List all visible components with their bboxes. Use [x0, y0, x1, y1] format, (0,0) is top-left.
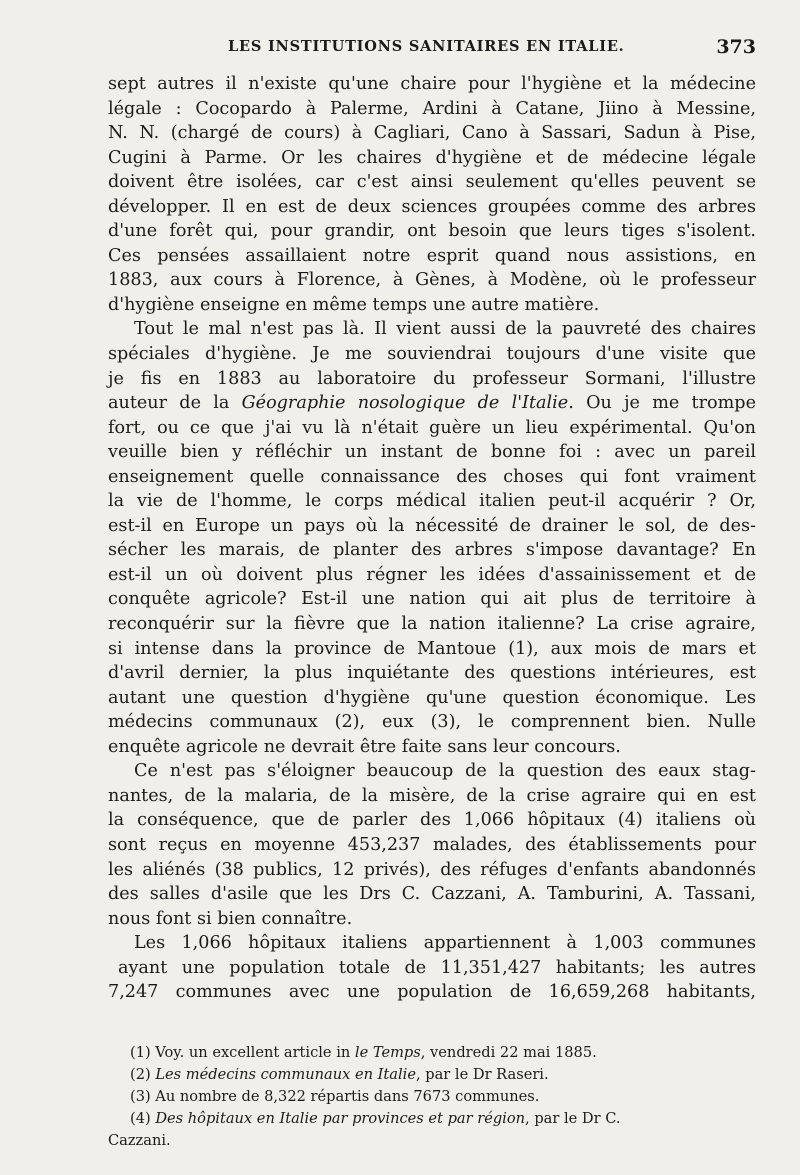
page-header: [108, 36, 756, 62]
text-line: Cugini à Parme. Or les chaires d'hygiène et de médecine légale: [108, 147, 756, 168]
text-line: développer. Il en est de deux sciences groupées comme des arbres: [108, 196, 756, 217]
text-line: Tout le mal n'est pas là. Il vient aussi de la pauvreté des chaires: [134, 319, 756, 340]
body-text: [108, 72, 756, 1005]
text-line: nantes, de la malaria, de la misère, de la crise agraire qui en est: [108, 785, 756, 806]
text-line: enquête agricole ne devrait être faite sans leur concours.: [108, 736, 621, 757]
footnote-divider: [108, 1033, 198, 1034]
text-line: les aliénés (38 publics, 12 privés), des réfuges d'enfants abandonnés: [108, 859, 756, 880]
running-title: LES INSTITUTIONS SANITAIRES EN ITALIE.: [228, 38, 625, 55]
text-line: 7,247 communes avec une population de 16,659,268 habitants,: [108, 982, 756, 1003]
text-line: légale : Cocopardo à Palerme, Ardini à Catane, Jiino à Messine,: [108, 98, 756, 119]
text-line: je fis en 1883 au laboratoire du professeur Sormani, l'illustre: [108, 368, 756, 389]
text-line: autant une question d'hygiène qu'une question économique. Les: [108, 687, 756, 708]
text-line: médecins communaux (2), eux (3), le comprennent bien. Nulle: [108, 712, 756, 733]
footnote-text: (1) Voy. un excellent article in: [130, 1044, 355, 1061]
text-line: reconquérir sur la fièvre que la nation italienne? La crise agraire,: [108, 614, 756, 635]
text-line: ayant une population totale de 11,351,427 habitants; les autres: [118, 957, 756, 978]
text-line: doivent être isolées, car c'est ainsi seulement qu'elles peuvent se: [108, 172, 756, 193]
footnote-text: (4): [130, 1110, 156, 1127]
text-segment: auteur de la: [108, 393, 242, 414]
text-line: N. N. (chargé de cours) à Cagliari, Cano à Sassari, Sadun à Pise,: [108, 123, 756, 144]
footnote-italic: Les médecins communaux en Italie: [155, 1066, 416, 1083]
footnote-text: , vendredi 22 mai 1885.: [420, 1044, 597, 1061]
text-segment: . Ou je me trompe: [568, 393, 756, 414]
text-line: d'hygiène enseigne en même temps une autre matière.: [108, 294, 600, 315]
text-line: d'une forêt qui, pour grandir, ont besoin que leurs tiges s'isolent.: [108, 221, 756, 242]
footnote-italic: le Temps: [354, 1044, 421, 1061]
footnote-text: Cazzani.: [108, 1132, 171, 1149]
footnote-line: [108, 1108, 756, 1130]
text-line: Ces pensées assaillaient notre esprit quand nous assistions, en: [108, 245, 756, 266]
text-line: conquête agricole? Est-il une nation qui ait plus de territoire à: [108, 589, 756, 610]
text-line: spéciales d'hygiène. Je me souviendrai toujours d'une visite que: [108, 344, 756, 365]
italic-title: Géographie nosologique de l'Italie: [241, 393, 569, 414]
footnotes: [108, 1042, 756, 1152]
footnote-text: , par le Dr C.: [525, 1110, 621, 1127]
text-line: sont reçus en moyenne 453,237 malades, des établissements pour: [108, 834, 756, 855]
text-line: Ce n'est pas s'éloigner beaucoup de la question des eaux stag-: [134, 761, 756, 782]
text-line: la conséquence, que de parler des 1,066 hôpitaux (4) italiens où: [108, 810, 756, 831]
footnote-italic: Des hôpitaux en Italie par provinces et par région: [155, 1110, 526, 1127]
text-line: veuille bien y réfléchir un instant de bonne foi : avec un pareil: [108, 442, 756, 463]
text-line: d'avril dernier, la plus inquiétante des questions intérieures, est: [108, 663, 756, 684]
text-line: sept autres il n'existe qu'une chaire pour l'hygiène et la médecine: [108, 74, 756, 94]
text-line: sécher les marais, de planter des arbres s'impose davantage? En: [108, 540, 756, 561]
footnote-line: [108, 1064, 756, 1086]
footnote-text: , par le Dr Raseri.: [415, 1066, 549, 1083]
text-line: [108, 391, 756, 416]
text-line: 1883, aux cours à Florence, à Gènes, à Modène, où le professeur: [108, 270, 756, 291]
text-line: est-il un où doivent plus régner les idées d'assainissement et de: [108, 564, 756, 585]
footnote-line: [108, 1086, 756, 1108]
text-line: est-il en Europe un pays où la nécessité de drainer le sol, de des-: [108, 515, 756, 536]
footnote-text: (2): [130, 1066, 156, 1083]
text-line: Les 1,066 hôpitaux italiens appartiennent à 1,003 communes: [134, 933, 756, 954]
text-line: enseignement quelle connaissance des choses qui font vraiment: [108, 466, 756, 487]
page-number: 373: [716, 36, 756, 58]
text-line: fort, ou ce que j'ai vu là n'était guère un lieu expérimental. Qu'on: [108, 417, 756, 438]
text-line: nous font si bien connaître.: [108, 908, 353, 929]
footnote-line: [108, 1042, 756, 1064]
text-line: des salles d'asile que les Drs C. Cazzani, A. Tamburini, A. Tassani,: [108, 884, 756, 905]
text-line: si intense dans la province de Mantoue (1), aux mois de mars et: [108, 638, 756, 659]
text-line: la vie de l'homme, le corps médical italien peut-il acquérir ? Or,: [108, 491, 756, 512]
footnote-line: [108, 1130, 756, 1152]
footnote-text: (3) Au nombre de 8,322 répartis dans 7673 communes.: [130, 1088, 540, 1105]
